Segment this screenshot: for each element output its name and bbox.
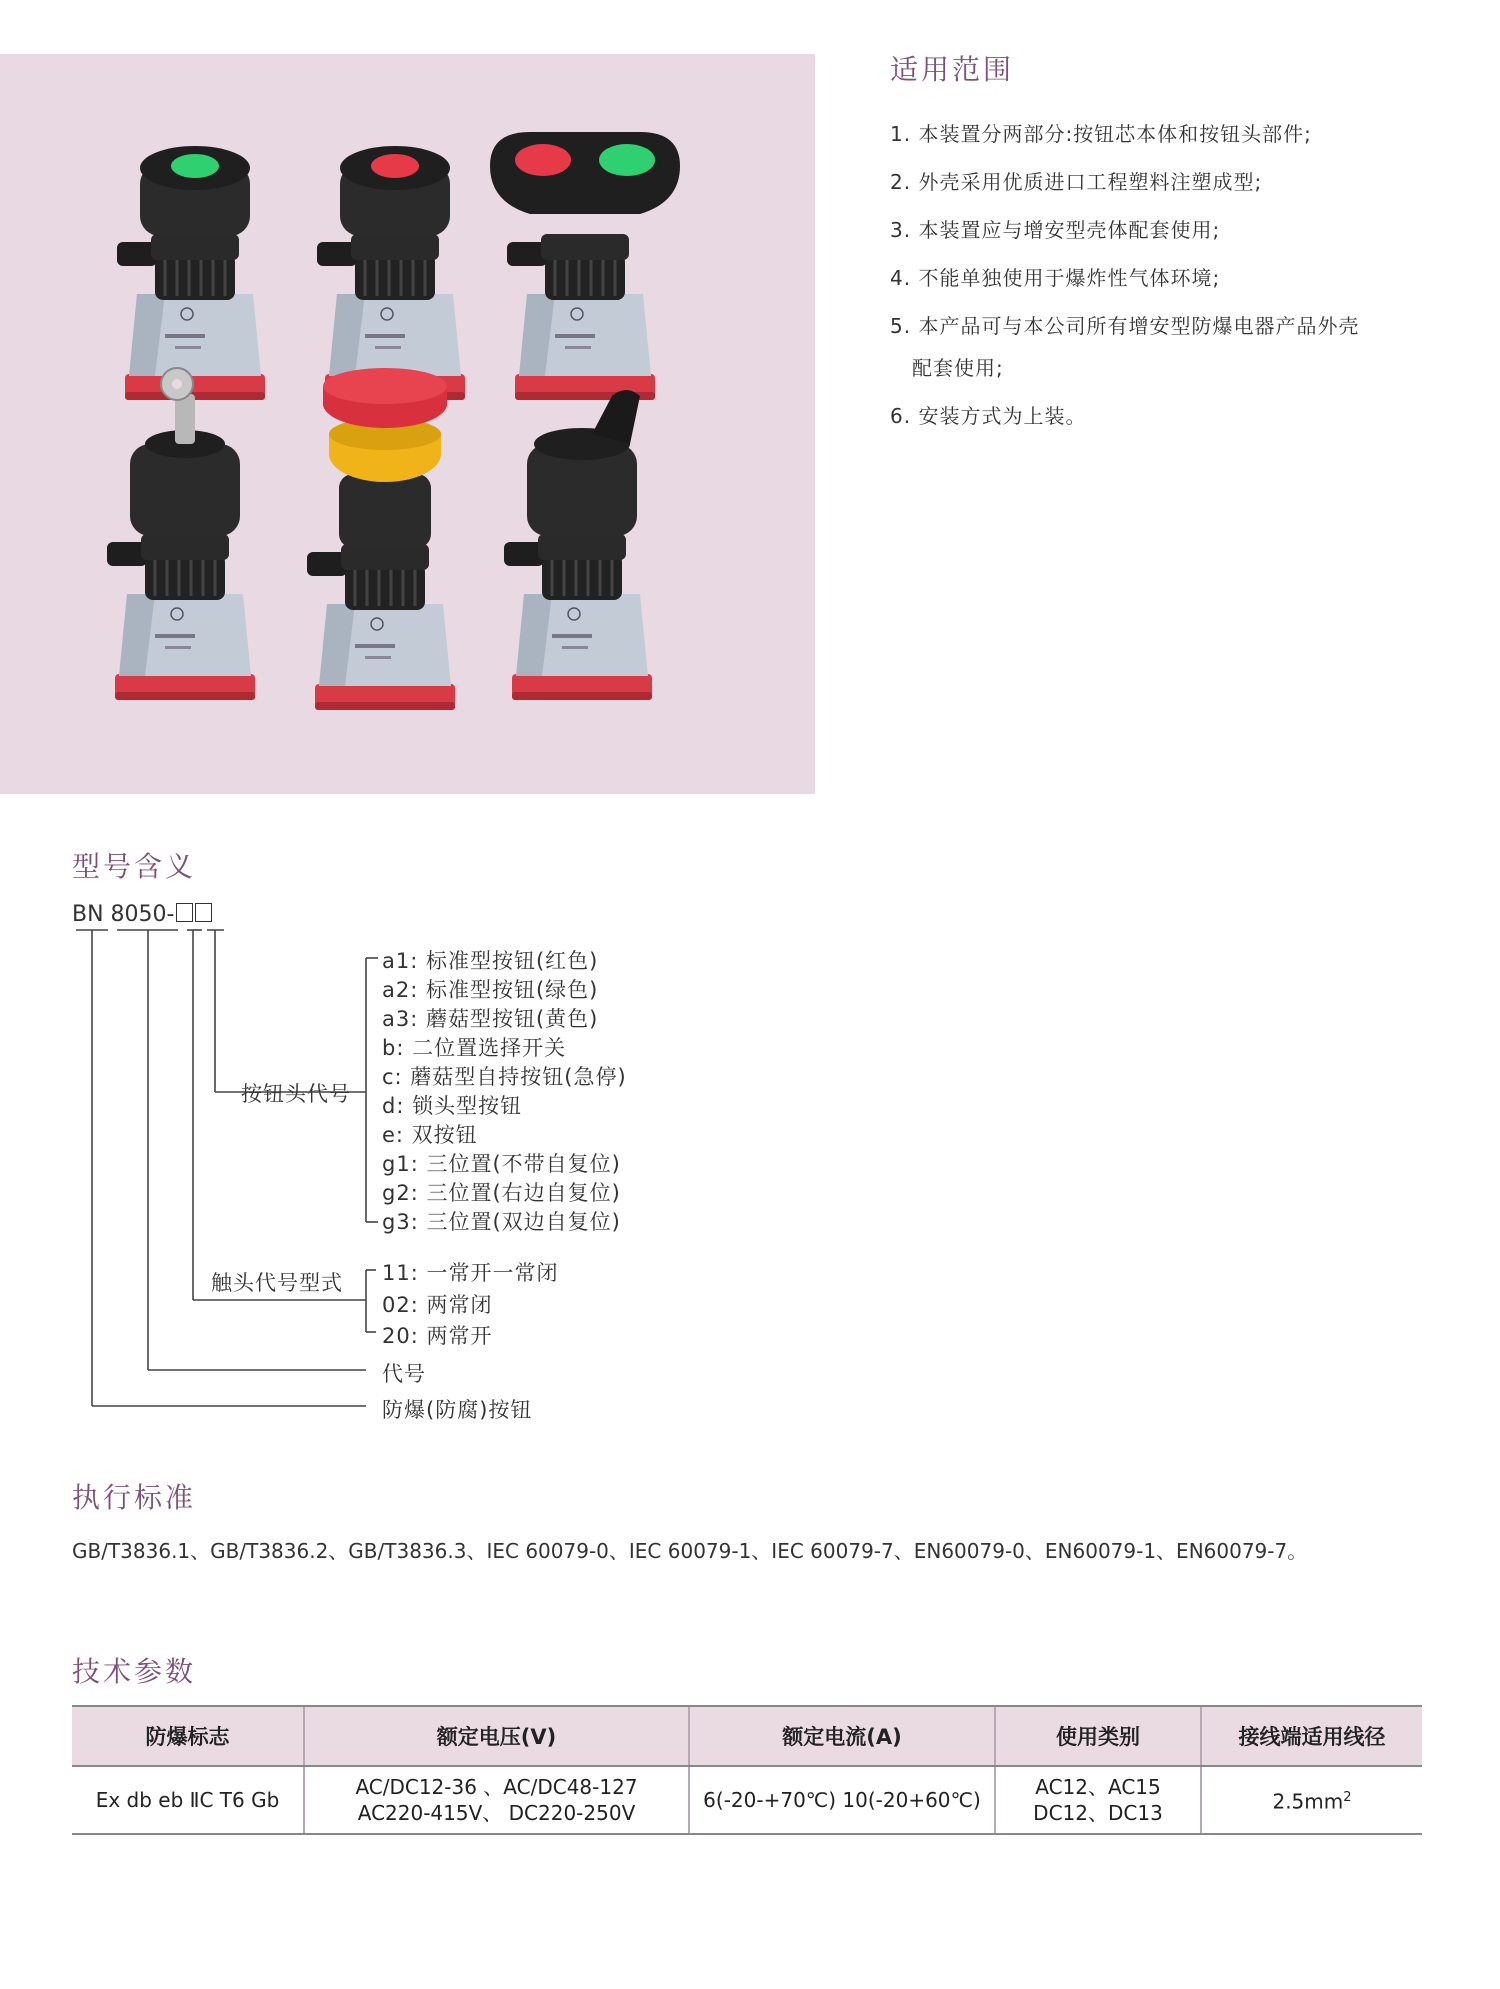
header-wire: 接线端适用线径 [1201,1706,1422,1766]
head-code-label: 按钮头代号 [241,1082,351,1106]
head-code-item: a2: 标准型按钮(绿色) [382,978,599,1002]
usage-item: 4. 不能单独使用于爆炸性气体环境; [890,266,1221,290]
voltage-line-2: AC220-415V、 DC220-250V [357,1801,636,1825]
head-code-item: g2: 三位置(右边自复位) [382,1181,621,1205]
usage-item: 2. 外壳采用优质进口工程塑料注塑成型; [890,170,1263,194]
model-heading: 型号含义 [72,850,197,883]
standards-text: GB/T3836.1、GB/T3836.2、GB/T3836.3、IEC 60079-0、IEC 60079-1、IEC 60079-7、EN60079-0、EN60079-1、EN60079-7。 [72,1539,1308,1563]
head-code-item: g1: 三位置(不带自复位) [382,1152,621,1176]
category-line-1: AC12、AC15 [1035,1775,1161,1799]
contact-code-item: 11: 一常开一常闭 [382,1261,559,1285]
standards-heading: 执行标准 [72,1481,197,1514]
header-voltage: 额定电压(V) [304,1706,689,1766]
head-code-item: d: 锁头型按钮 [382,1094,523,1118]
params-heading: 技术参数 [72,1655,197,1688]
cell-voltage [304,1766,689,1834]
cell-mark: Ex db eb ⅡC T6 Gb [72,1766,304,1834]
usage-item: 6. 安装方式为上装。 [890,404,1087,428]
contact-code-item: 02: 两常闭 [382,1293,493,1317]
header-mark: 防爆标志 [72,1706,304,1766]
head-code-item: e: 双按钮 [382,1123,478,1147]
cell-current: 6(-20-+70℃) 10(-20+60℃) [689,1766,995,1834]
header-category: 使用类别 [995,1706,1201,1766]
head-code-item: a1: 标准型按钮(红色) [382,949,599,973]
head-code-item: g3: 三位置(双边自复位) [382,1210,621,1234]
head-code-item: a3: 蘑菇型按钮(黄色) [382,1007,599,1031]
model-code-text: BN 8050- [72,902,175,927]
category-line-2: DC12、DC13 [1033,1801,1163,1825]
table-row [72,1766,1422,1834]
product-label: 防爆(防腐)按钮 [382,1398,533,1422]
contact-code-item: 20: 两常开 [382,1324,493,1348]
usage-item-continuation: 配套使用; [912,356,1004,380]
usage-item: 3. 本装置应与增安型壳体配套使用; [890,218,1221,242]
header-current: 额定电流(A) [689,1706,995,1766]
usage-item: 1. 本装置分两部分:按钮芯本体和按钮头部件; [890,122,1312,146]
code-label: 代号 [382,1362,426,1386]
params-header-row [72,1706,1422,1766]
head-code-item: b: 二位置选择开关 [382,1036,567,1060]
voltage-line-1: AC/DC12-36 、AC/DC48-127 [355,1775,638,1799]
usage-heading: 适用范围 [890,53,1015,86]
head-code-item: c: 蘑菇型自持按钮(急停) [382,1065,627,1089]
usage-item-text: 5. 本产品可与本公司所有增安型防爆电器产品外壳 [890,314,1360,338]
cell-category [995,1766,1201,1834]
contact-code-label: 触头代号型式 [211,1271,343,1295]
params-table [72,1705,1422,1835]
wire-value: 2.5mm [1272,1789,1344,1814]
wire-superscript: 2 [1343,1790,1352,1806]
cell-wire [1201,1766,1422,1834]
